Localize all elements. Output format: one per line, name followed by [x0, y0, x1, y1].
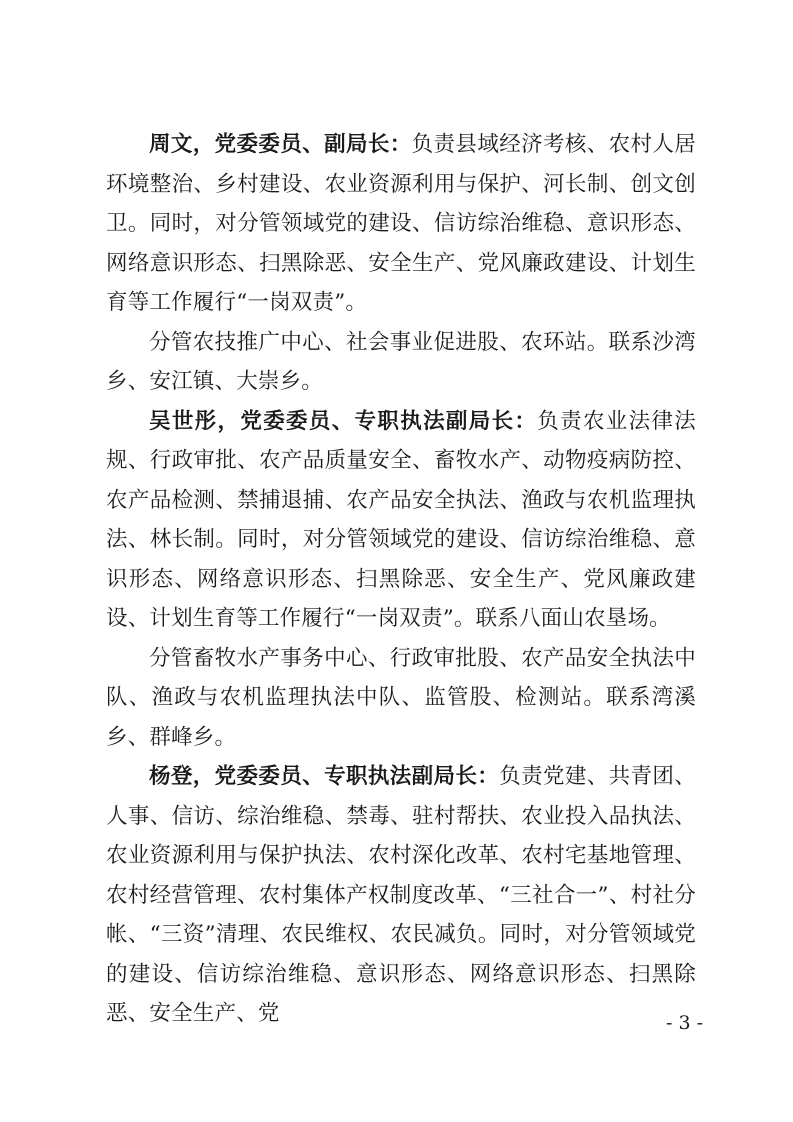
paragraph-text-wu-shitong: 负责农业法律法规、行政审批、农产品质量安全、畜牧水产、动物疫病防控、农产品检测、禁捕退捕、农产品安全执法、渔政与农机监理执法、林长制。同时，对分管领域党的建设、信访综治维稳、意识形态、网络意识形态、扫黑除恶、安全生产、党风廉政建设、计划生育等工作履行“一岗双责”。联系八面山农垦场。: [106, 408, 696, 631]
paragraph-lead-zhou-wen: 周文，党委委员、副局长：: [149, 132, 412, 157]
page-number: - 3 -: [665, 1012, 703, 1034]
paragraph-text-yang-deng: 负责党建、共青团、人事、信访、综治维稳、禁毒、驻村帮扶、农业投入品执法、农业资源利用与保护执法、农村深化改革、农村宅基地管理、农村经营管理、农村集体产权制度改革、“三社合一”、村社分帐、“三资”清理、农民维权、农民减负。同时，对分管领域党的建设、信访综治维稳、意识形态、网络意识形态、扫黑除恶、安全生产、党: [106, 764, 696, 1026]
paragraph-text-zhou-wen: 负责县域经济考核、农村人居环境整治、乡村建设、农业资源利用与保护、河长制、创文创卫。同时，对分管领域党的建设、信访综治维稳、意识形态、网络意识形态、扫黑除恶、安全生产、党风廉政建设、计划生育等工作履行“一岗双责”。: [106, 132, 696, 315]
paragraph-wu-shitong-assignments: [106, 639, 696, 758]
paragraph-yang-deng: [106, 757, 696, 1034]
paragraph-zhou-wen-assignments: [106, 323, 696, 402]
paragraph-lead-yang-deng: 杨登，党委委员、专职执法副局长：: [149, 764, 500, 789]
paragraph-text-wu-shitong-assignments: 分管畜牧水产事务中心、行政审批股、农产品安全执法中队、渔政与农机监理执法中队、监管股、检测站。联系湾溪乡、群峰乡。: [106, 645, 696, 750]
paragraph-lead-wu-shitong: 吴世彤，党委委员、专职执法副局长：: [149, 408, 538, 434]
paragraph-wu-shitong: [106, 402, 696, 639]
paragraph-text-zhou-wen-assignments: 分管农技推广中心、社会事业促进股、农环站。联系沙湾乡、安江镇、大崇乡。: [106, 329, 696, 394]
paragraph-zhou-wen: [106, 125, 696, 323]
document-body: [106, 125, 696, 1034]
